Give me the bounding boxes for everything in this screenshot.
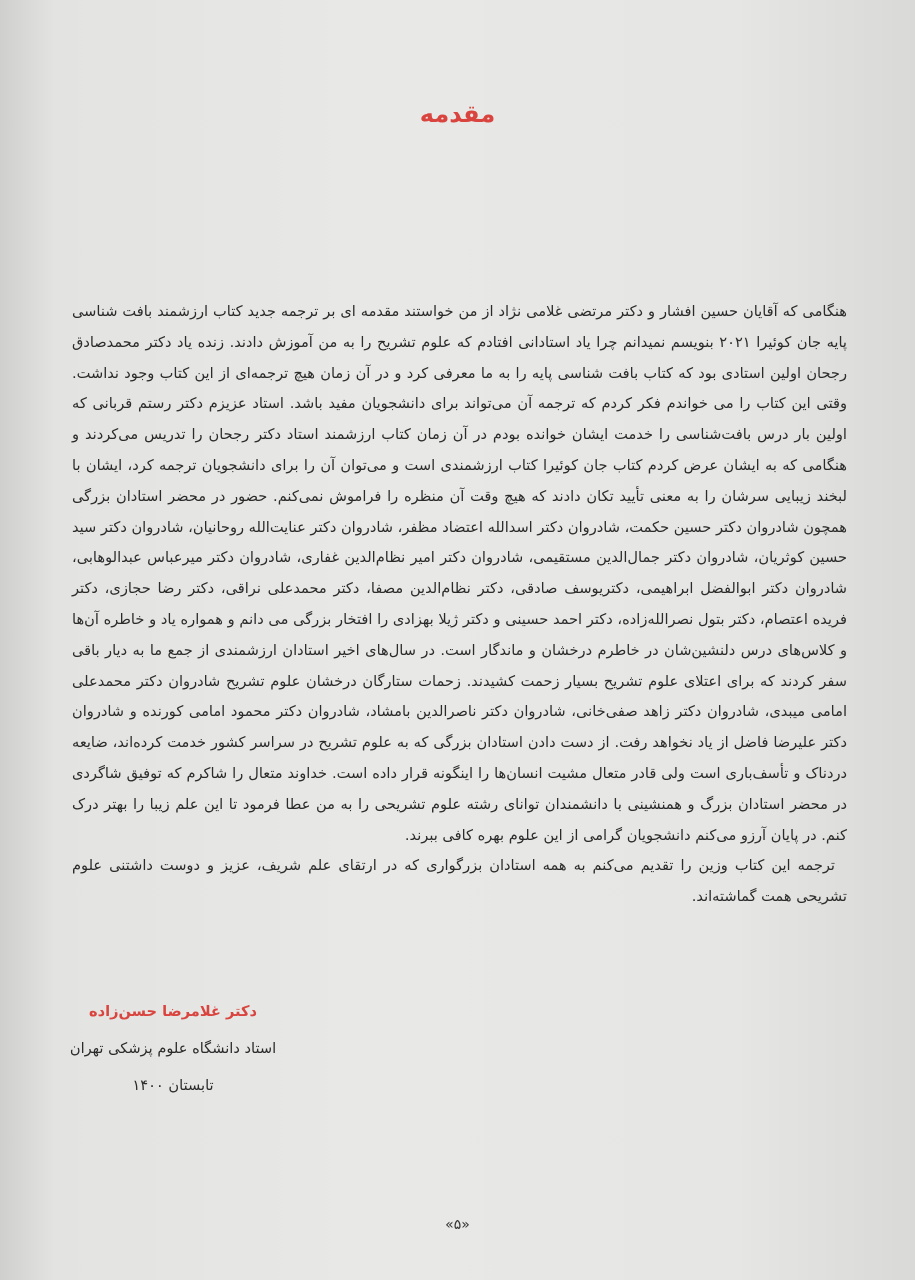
paragraph-dedication: ترجمه این کتاب وزین را تقدیم می‌کنم به همه استادان بزرگواری که در ارتقای علم شریف، عزیز و دوست داشتنی علوم تشریحی همت گماشته‌اند. bbox=[72, 857, 847, 906]
page-title: مقدمه bbox=[419, 100, 496, 128]
signature-date: تابستان ۱۴۰۰ bbox=[132, 1077, 214, 1094]
author-affiliation: استاد دانشگاه علوم پزشکی تهران bbox=[69, 1040, 277, 1057]
introduction-body bbox=[72, 297, 847, 913]
signature-block bbox=[43, 993, 303, 1104]
paragraph-main: هنگامی که آقایان حسین افشار و دکتر مرتضی غلامی نژاد از من خواستند مقدمه ای بر ترجمه جدید کتاب ارزشمند بافت شناسی پایه جان کوئیرا ۲۰۲۱ بنویسم نمیدانم چرا یاد استادانی افتادم که علوم تشریح را به من آموزش دادند. زنده یاد دکتر محمدصادق رجحان اولین استادی بود که کتاب بافت شناسی پایه را به ما معرفی کرد و در آن زمان هیچ ترجمه‌ای از این کتاب وجود نداشت. وقتی این کتاب را می خواندم فکر کردم که ترجمه آن می‌تواند برای دانشجویان مفید باشد. استاد عزیزم دکتر رستم قربانی که اولین بار درس بافت‌شناسی را خدمت ایشان خوانده بودم در آن زمان کتاب ارزشمند استاد دکتر رجحان را تدریس می‌کردند و هنگامی که به ایشان عرض کردم کتاب جان کوئیرا کتاب ارزشمندی است و می‌توان آن را برای دانشجویان ترجمه کرد، ایشان با لبخند زیبایی سرشان را به معنی تأیید تکان دادند که هیچ وقت آن منظره را فراموش نمی‌کنم. حضور در محضر استادان بزرگی همچون شادروان دکتر حسین حکمت، شادروان دکتر اسدالله اعتضاد مظفر، شادروان دکتر عنایت‌الله روحانیان، شادروان دکتر سید حسین کوثریان، شادروان دکتر جمال‌الدین مستقیمی، شادروان دکتر امیر نظام‌الدین غفاری، شادروان دکتر میرعباس عبدالوهابی، شادروان دکتر ابوالفضل ابراهیمی، دکتریوسف صادقی، دکتر نظام‌الدین مصفا، دکتر محمدعلی نراقی، دکتر رضا حجازی، دکتر فریده اعتصام، دکتر بتول نصرالله‌زاده، دکتر احمد حسینی و دکتر ژیلا بهزادی را افتخار بزرگی می دانم و همواره یاد و خاطره آن‌ها و کلاس‌های درس دلنشین‌شان در خاطرم درخشان و ماندگار است. در سال‌های اخیر استادان ارزشمندی از جمع ما به دیار باقی سفر کردند که برای اعتلای علوم تشریح بسیار زحمت کشیدند. زحمات ستارگان درخشان علوم تشریح شادروان دکتر محمدعلی امامی میبدی، شادروان دکتر زاهد صفی‌خانی، شادروان دکتر ناصرالدین بامشاد، شادروان دکتر محمود امامی کورنده و شادروان دکتر علیرضا فاضل از یاد نخواهد رفت. از دست دادن استادان بزرگی که به علوم تشریح در سراسر کشور خدمت کرده‌اند، ضایعه دردناک و تأسف‌باری است ولی قادر متعال مشیت انسان‌ها را اینگونه قرار داده است. خداوند متعال را شاکرم که توفیق شاگردی در محضر استادان بزرگ و همنشینی با دانشمندان توانای رشته علوم تشریحی را به من عطا فرمود تا این علم زیبا را بهتر درک کنم. در پایان آرزو می‌کنم دانشجویان گرامی از این علوم بهره کافی ببرند. bbox=[71, 303, 847, 844]
page-number: «۵» bbox=[445, 1217, 470, 1233]
author-name: دکتر غلامرضا حسن‌زاده bbox=[89, 1003, 257, 1020]
